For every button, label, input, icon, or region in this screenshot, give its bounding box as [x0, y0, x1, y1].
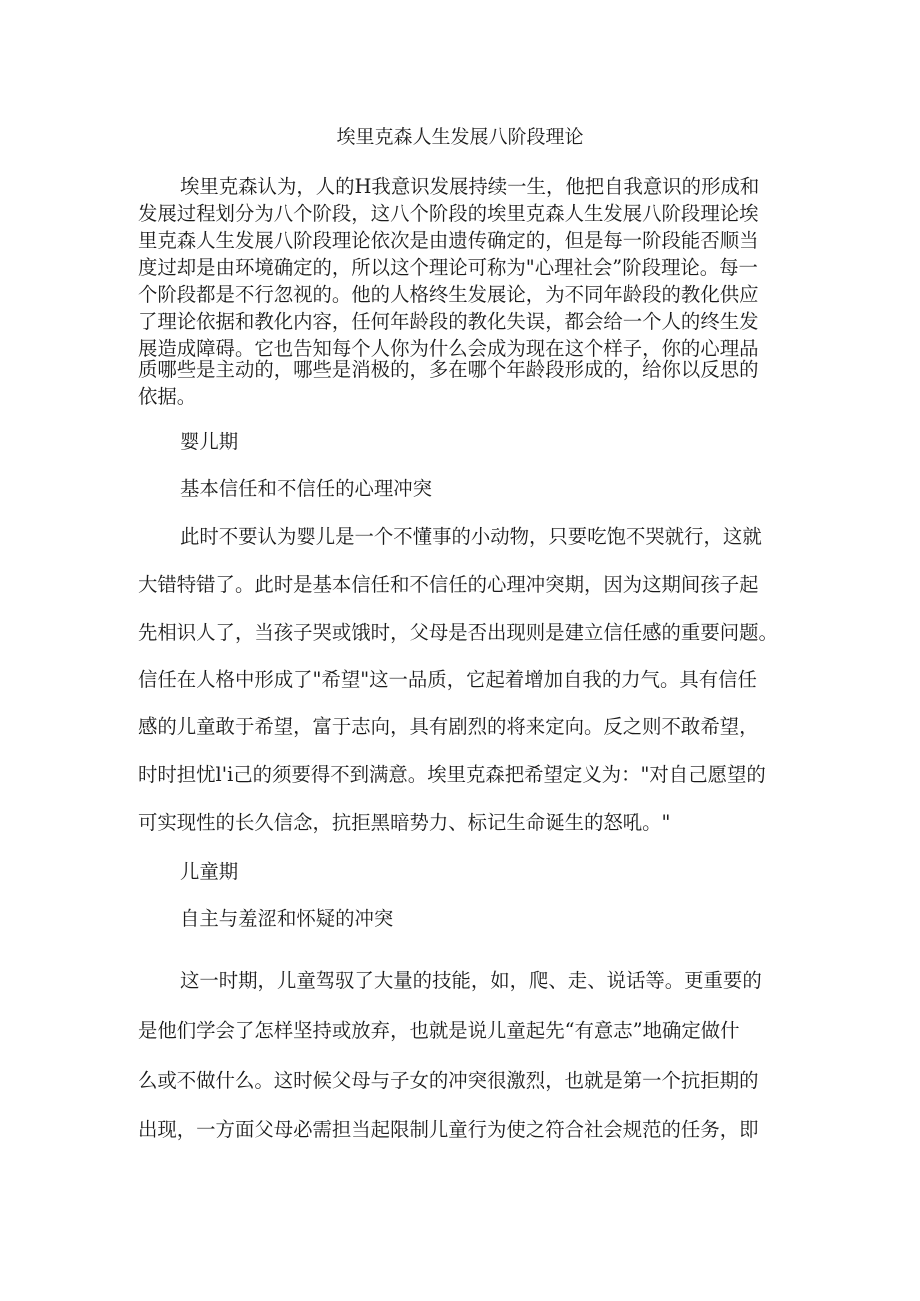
body-line: 这一时期，儿童驾驭了大量的技能，如，爬、走、说话等。更重要的 [180, 969, 762, 992]
intro-line: 了理论依据和教化内容，任何年龄段的教化失误，都会给一个人的终生发 [138, 310, 759, 333]
body-line: 先相识人了，当孩子哭或饿时，父母是否出现则是建立信任感的重要问题。 [138, 621, 778, 644]
body-line: 感的儿童敢于希望，富于志向，具有剧烈的将来定向。反之则不敢希望， [138, 715, 759, 738]
intro-line: 埃里克森认为，人的H我意识发展持续一生，他把自我意识的形成和 [180, 175, 760, 198]
section-heading-infancy: 婴儿期 [180, 430, 239, 453]
body-line: 此时不要认为婴儿是一个不懂事的小动物，只要吃饱不哭就行，这就 [180, 525, 762, 548]
body-line: 么或不做什么。这时候父母与子女的冲突很激烈，也就是第一个抗拒期的 [138, 1069, 759, 1092]
intro-line: 个阶段都是不行忽视的。他的人格终生发展论，为不同年龄段的教化供应 [138, 283, 759, 306]
intro-line: 里克森人生发展八阶段理论依次是由遗传确定的，但是每一阶段能否顺当 [138, 229, 759, 252]
intro-line: 展造成障碍。它也告知每个人你为什么会成为现在这个样子，你的心理品 [138, 337, 759, 360]
page-title: 埃里克森人生发展八阶段理论 [336, 126, 584, 148]
body-line: 大错特错了。此时是基本信任和不信任的心理冲突期，因为这期间孩子起 [138, 573, 759, 596]
intro-line: 发展过程划分为八个阶段，这八个阶段的埃里克森人生发展八阶段理论埃 [138, 202, 759, 225]
body-line: 信任在人格中形成了"希望"这一品质，它起着增加自我的力气。具有信任 [138, 668, 757, 691]
body-line: 出现，一方面父母必需担当起限制儿童行为使之符合社会规范的任务，即 [138, 1118, 759, 1141]
intro-line: 度过却是由环境确定的，所以这个理论可称为"心理社会”阶段理论。每一 [138, 256, 758, 279]
intro-line: 依据。 [138, 385, 197, 408]
intro-line: 质哪些是主动的，哪些是消极的，多在哪个年龄段形成的，给你以反思的 [138, 358, 759, 381]
body-line: 时时担忧l'i己的须要得不到满意。埃里克森把希望定义为："对自己愿望的 [138, 763, 766, 786]
section-subheading-childhood: 自主与羞涩和怀疑的冲突 [180, 907, 394, 930]
section-subheading-infancy: 基本信任和不信任的心理冲突 [180, 477, 433, 500]
section-heading-childhood: 儿童期 [180, 860, 239, 883]
body-line: 可实现性的长久信念，抗拒黑暗势力、标记生命诞生的怒吼。" [138, 811, 671, 834]
body-line: 是他们学会了怎样坚持或放弃，也就是说儿童起先“有意志”地确定做什 [138, 1019, 740, 1042]
